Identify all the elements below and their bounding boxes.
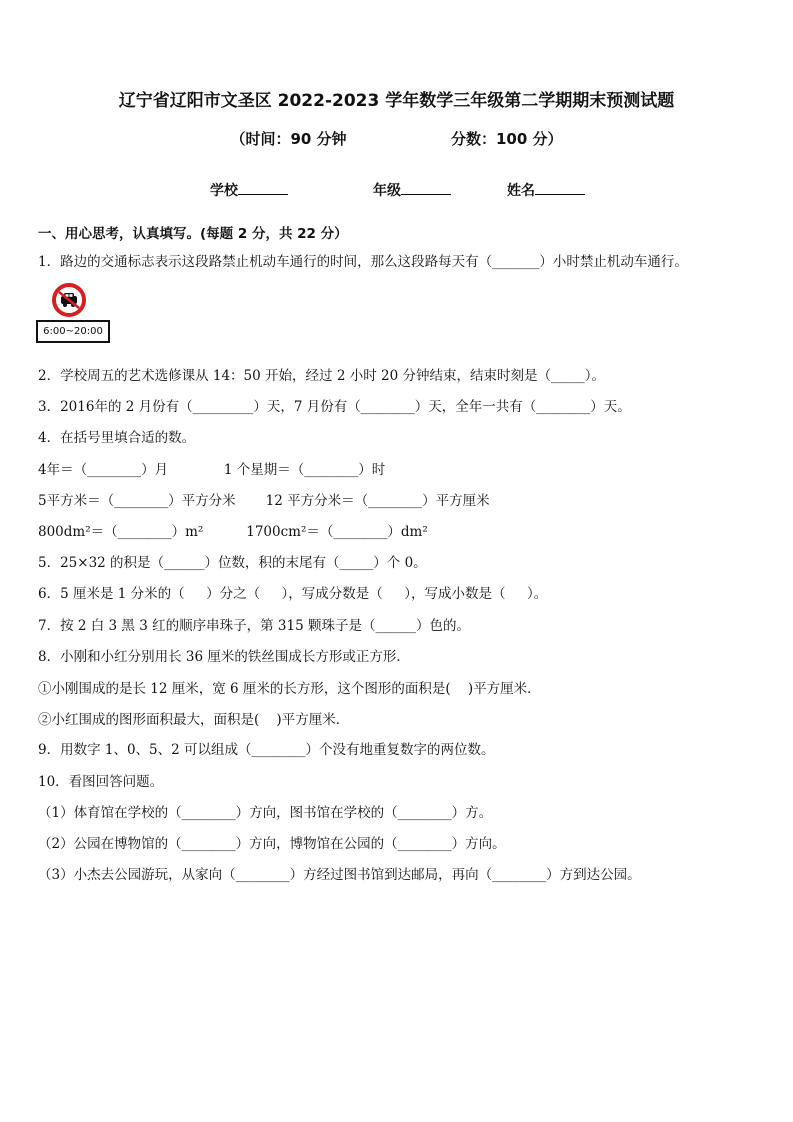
grade-field[interactable] [373,180,451,200]
grade-blank[interactable] [401,180,451,195]
question-7: 7．按 2 白 3 黑 3 红的顺序串珠子，第 315 颗珠子是（______）色的。 [38,618,470,634]
question-4: 4．在括号里填合适的数。 [38,430,196,446]
question-8-part-1: ①小刚围成的是长 12 厘米，宽 6 厘米的长方形，这个图形的面积是( )平方厘米． [38,681,541,697]
question-6: 6．5 厘米是 1 分米的（ ）分之（ ），写成分数是（ ），写成小数是（ ）。 [38,586,548,602]
name-blank[interactable] [535,180,585,195]
question-1: 1．路边的交通标志表示这段路禁止机动车通行的时间，那么这段路每天有（_______）小时禁止机动车通行。 [38,254,688,270]
sign-time-plate: 6:00~20:00 [36,320,110,343]
question-4-row-2: 5平方米＝（________）平方分米 12 平方分米＝（________）平方厘米 [38,493,490,509]
name-field[interactable] [507,180,585,200]
question-10-part-1: （1）体育馆在学校的（________）方向，图书馆在学校的（________）方。 [38,805,493,821]
no-motor-vehicle-icon [52,283,86,317]
question-8-part-2: ②小红围成的图形面积最大，面积是( )平方厘米． [38,712,350,728]
question-8: 8．小刚和小红分别用长 36 厘米的铁丝围成长方形或正方形． [38,649,410,665]
question-2: 2．学校周五的艺术选修课从 14：50 开始，经过 2 小时 20 分钟结束，结束时刻是（_____）。 [38,368,605,384]
name-label: 姓名 [507,183,535,199]
school-label: 学校 [210,183,238,199]
question-4-row-3: 800dm²＝（________）m² 1700cm²＝（________）dm² [38,524,428,540]
school-blank[interactable] [238,180,288,195]
question-5: 5．25×32 的积是（______）位数，积的末尾有（_____）个 0。 [38,555,427,571]
grade-label: 年级 [373,183,401,199]
section-1-heading: 一、用心思考，认真填写。(每题 2 分，共 22 分） [38,226,348,242]
exam-time-and-score: （时间：90 分钟 分数：100 分） [230,130,563,148]
question-9: 9．用数字 1、0、5、2 可以组成（________）个没有地重复数字的两位数。 [38,742,495,758]
school-field[interactable] [210,180,288,200]
question-10-part-2: （2）公园在博物馆的（________）方向，博物馆在公园的（________）方向。 [38,836,506,852]
question-3: 3．2016年的 2 月份有（_________）天，7 月份有（________）天，全年一共有（________）天。 [38,399,631,415]
question-4-row-1: 4年＝（________）月 1 个星期＝（________）时 [38,462,386,478]
traffic-sign [36,283,112,345]
question-10-part-3: （3）小杰去公园游玩，从家向（________）方经过图书馆到达邮局，再向（________）方到达公园。 [38,867,641,883]
page-title: 辽宁省辽阳市文圣区 2022-2023 学年数学三年级第二学期期末预测试题 [118,91,675,111]
question-10: 10．看图回答问题。 [38,774,164,790]
